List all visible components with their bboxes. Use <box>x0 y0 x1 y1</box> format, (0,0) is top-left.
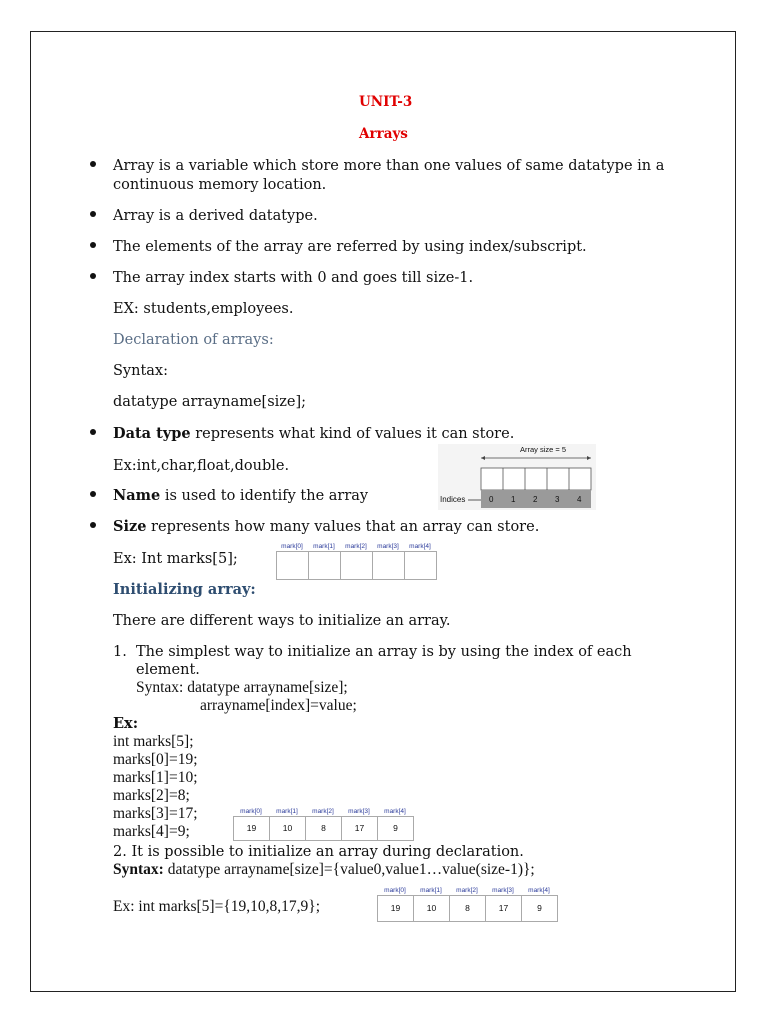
mark-header: mark[4] <box>528 887 550 894</box>
mark-cell <box>277 552 309 579</box>
code-line: marks[1]=10; <box>113 769 198 786</box>
bullet-dot <box>90 273 96 279</box>
mark-header: mark[0] <box>281 543 303 550</box>
array-size-figure <box>438 444 596 510</box>
mark-cell: 9 <box>393 823 398 833</box>
code-line: marks[4]=9; <box>113 823 190 840</box>
mark-header: mark[2] <box>345 543 367 550</box>
syntax-text: arrayname[index]=value; <box>200 697 357 714</box>
mark-cell <box>373 552 405 579</box>
code-line: int marks[5]; <box>113 733 194 750</box>
bullet-text: Size represents how many values that an array can store. <box>113 518 540 535</box>
code-line: marks[0]=19; <box>113 751 198 768</box>
bullet-dot <box>90 429 96 435</box>
topic-title: Arrays <box>359 126 408 142</box>
example-text: Ex:int,char,float,double. <box>113 458 290 474</box>
bullet-text: Array is a derived datatype. <box>113 208 318 224</box>
mark-header: mark[1] <box>420 887 442 894</box>
bullet-text: Name is used to identify the array <box>113 487 369 504</box>
syntax-text: Syntax: datatype arrayname[size]; <box>136 679 348 696</box>
example-label: Ex: <box>113 715 139 732</box>
mark-header: mark[3] <box>348 808 370 815</box>
mark-header: mark[4] <box>384 808 406 815</box>
body-text: The simplest way to initialize an array is by using the index of each <box>136 644 632 660</box>
body-text: There are different ways to initialize an array. <box>113 613 451 629</box>
mark-cell <box>309 552 341 579</box>
unit-title: UNIT-3 <box>359 94 413 110</box>
bullet-dot <box>90 161 96 167</box>
marks-table-filled <box>377 886 558 922</box>
mark-cell: 17 <box>486 896 522 921</box>
section-heading: Initializing array: <box>113 581 256 598</box>
body-text: 2. It is possible to initialize an array during declaration. <box>113 844 524 860</box>
list-number: 1. <box>113 644 127 660</box>
bullet-text: The elements of the array are referred by using index/subscript. <box>113 239 587 255</box>
marks-table-empty <box>276 542 437 580</box>
mark-cell: 10 <box>414 896 450 921</box>
syntax-label: Syntax: <box>113 363 168 379</box>
bullet-text: Data type represents what kind of values it can store. <box>113 425 515 442</box>
mark-header: mark[3] <box>377 543 399 550</box>
mark-header: mark[2] <box>312 808 334 815</box>
syntax-text: Syntax: datatype arrayname[size]={value0,value1…value(size-1)}; <box>113 861 535 878</box>
mark-cell: 19 <box>378 896 414 921</box>
body-text: element. <box>136 662 200 678</box>
marks-table-filled <box>233 807 414 841</box>
mark-cell: 9 <box>537 903 542 913</box>
mark-cell: 10 <box>270 817 306 840</box>
array-size-label: Array size = 5 <box>520 445 567 454</box>
index-label: 3 <box>555 495 560 504</box>
index-label: 1 <box>511 495 516 504</box>
mark-header: mark[3] <box>492 887 514 894</box>
mark-header: mark[1] <box>313 543 335 550</box>
index-label: 2 <box>533 495 538 504</box>
code-line: marks[2]=8; <box>113 787 190 804</box>
example-text: EX: students,employees. <box>113 301 294 317</box>
code-line: marks[3]=17; <box>113 805 198 822</box>
bullet-dot <box>90 522 96 528</box>
example-text: Ex: int marks[5]={19,10,8,17,9}; <box>113 898 321 915</box>
mark-cell <box>405 552 436 579</box>
mark-cell: 19 <box>234 817 270 840</box>
mark-cell <box>341 552 373 579</box>
bullet-dot <box>90 211 96 217</box>
bullet-text: Array is a variable which store more than one values of same datatype in a <box>113 158 665 174</box>
bullet-text: The array index starts with 0 and goes till size-1. <box>113 270 474 286</box>
section-heading: Declaration of arrays: <box>113 332 274 348</box>
mark-cell: 8 <box>306 817 342 840</box>
mark-header: mark[4] <box>409 543 431 550</box>
index-label: 0 <box>489 495 494 504</box>
mark-header: mark[2] <box>456 887 478 894</box>
mark-header: mark[0] <box>384 887 406 894</box>
mark-cell: 8 <box>450 896 486 921</box>
mark-cell: 17 <box>342 817 378 840</box>
index-label: 4 <box>577 495 582 504</box>
bullet-text: continuous memory location. <box>113 177 327 193</box>
mark-header: mark[1] <box>276 808 298 815</box>
mark-header: mark[0] <box>240 808 262 815</box>
example-text: Ex: Int marks[5]; <box>113 551 238 567</box>
syntax-text: datatype arrayname[size]; <box>113 394 307 410</box>
bullet-dot <box>90 491 96 497</box>
indices-label: Indices <box>440 495 466 504</box>
bullet-dot <box>90 242 96 248</box>
